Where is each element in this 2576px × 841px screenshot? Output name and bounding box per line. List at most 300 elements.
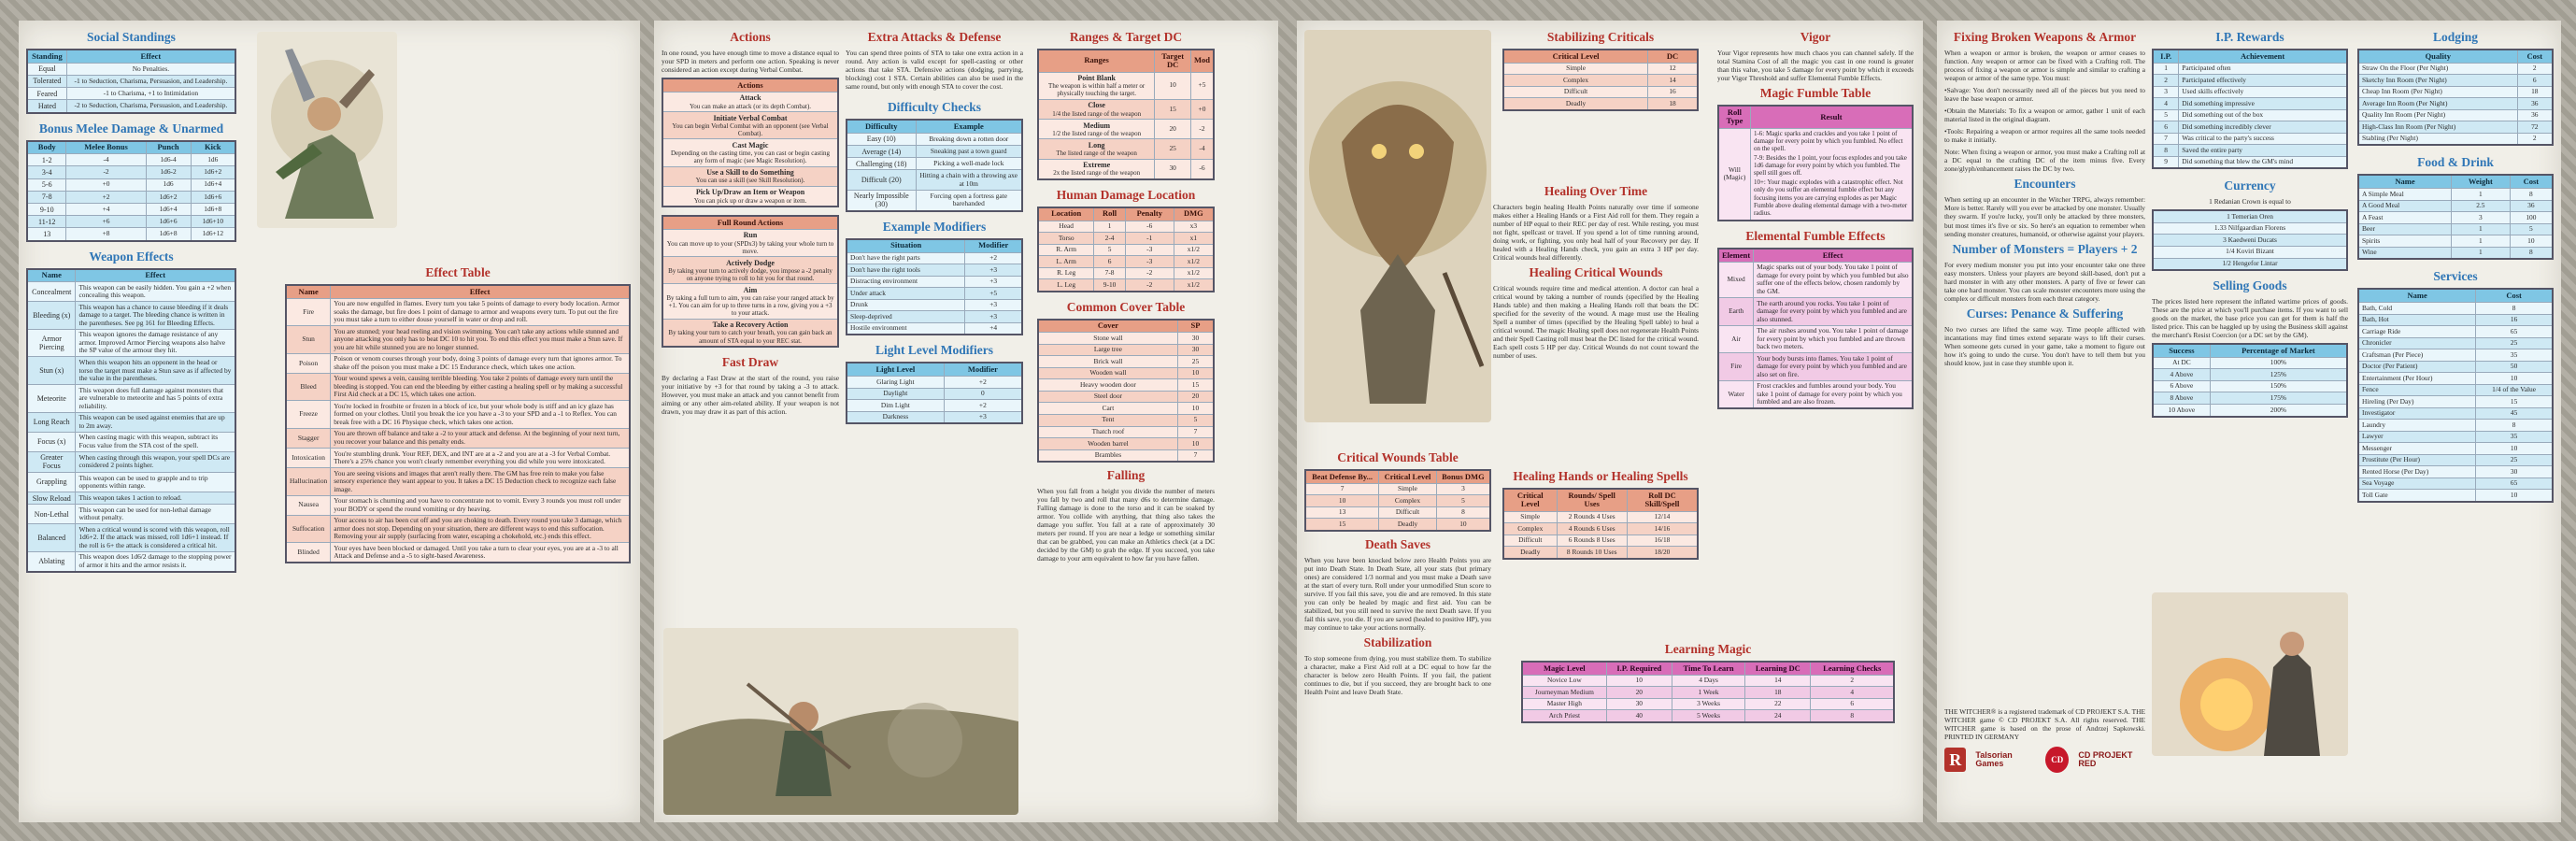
table-row: [1038, 391, 1214, 403]
range-name: Extreme: [1083, 161, 1111, 170]
table-cell: 14: [1648, 75, 1698, 87]
table-cell: -2 to Seduction, Charisma, Persuasion, and Leadership.: [66, 100, 235, 113]
cover-table: [1037, 319, 1215, 463]
table-row: [286, 298, 630, 326]
range-target-dc: 30: [1155, 159, 1191, 179]
table-cell: 8: [2510, 189, 2553, 201]
table-row: [27, 432, 235, 451]
table-row: [1038, 99, 1214, 119]
table-row: [27, 551, 235, 572]
fast-draw-title: Fast Draw: [721, 355, 779, 370]
item-desc: You can begin Verbal Combat with an opponent (see Verbal Combat).: [672, 121, 829, 137]
table-cell: Sleep-deprived: [847, 311, 965, 323]
table-row: [2358, 212, 2553, 224]
result-cell: [1750, 128, 1913, 221]
table-cell: The earth around you rocks. You take 1 point of damage for every point by which you fumbled and are also stunned.: [1754, 298, 1913, 326]
table-cell: 5-6: [27, 178, 66, 191]
header-row: [1038, 320, 1214, 333]
table-cell: 30: [2476, 466, 2553, 478]
table-cell: Novice Low: [1522, 675, 1606, 687]
table-row: [847, 170, 1022, 190]
death-saves-text: When you have been knocked below zero Health Points you are put into Death State. In Death State, all your stats (but primary ones) are considered 1/3 normal and you must make a Death save at the start of every turn. Roll under your unmodified Stun score to survive. If you fail this save, you die and are removed. In this state you can only be healed by magic and first aid. You can be stabilized, but you still need to survive the next Death save. If you fail this save, you die. If you are saved (healed to positive HP), you may continue to take your actions normally.: [1304, 555, 1491, 633]
table-cell: 4: [2153, 98, 2179, 110]
table-cell: 40: [1606, 710, 1672, 722]
death-saves-title: Death Saves: [1364, 536, 1431, 551]
table-title-header: Full Round Actions: [662, 216, 838, 229]
table-cell: Bath, Hot: [2358, 314, 2476, 326]
extra-attacks-title: Extra Attacks & Defense: [867, 30, 1002, 44]
fixing-para-3: •Obtain the Materials: To fix a weapon or armor, gather 1 unit of each material listed in the original diagram.: [1944, 107, 2145, 124]
header-row: [2358, 289, 2553, 302]
header-row: [1038, 50, 1214, 72]
table-row: [1718, 325, 1913, 353]
table-row: [286, 495, 630, 515]
item-desc: Depending on the casting time, you can cast or begin casting any form of magic (see Magic Resolution).: [670, 150, 831, 165]
table-row: [1038, 159, 1214, 179]
table-cell: Wooden wall: [1038, 367, 1177, 379]
table-cell: 10: [1436, 519, 1490, 531]
monsters-text: For every medium monster you put into your encounter take one three easy monsters. Unless your players are beyond skill-based, don't put a hard monster in with any other monsters. A party of five or fewer can take one hard monster. You can scale monster encounters more using the complex or difficult monsters from each threat category.: [1944, 260, 2145, 303]
range-mod: -2: [1190, 120, 1214, 139]
header-row: [1718, 106, 1913, 128]
table-cell: Your eyes have been blocked or damaged. Until you take a turn to clear your eyes, you are at a -3 to all Attack and Defense and a -5 to sight-based Awareness.: [331, 543, 630, 563]
table-cell: +3: [965, 276, 1022, 288]
table-cell: 16/18: [1627, 535, 1698, 547]
table-row: [27, 524, 235, 552]
table-cell: +4: [66, 204, 146, 216]
elemental-title: Elemental Fumble Effects: [1745, 229, 1886, 244]
table-row: [1522, 687, 1894, 699]
table-cell: Average (14): [847, 146, 916, 158]
table-row: [2358, 200, 2553, 212]
table-cell: Messenger: [2358, 443, 2476, 455]
table-cell: 15: [1177, 379, 1214, 392]
table-cell: This weapon ignores the damage resistance of any armor. Improved Armor Piercing weapons also halve the SP value of the armour they hit.: [76, 329, 235, 357]
table-cell: Earth: [1718, 298, 1754, 326]
cdpr-logo: CD: [2045, 747, 2069, 773]
range-desc: The listed range of the weapon: [1056, 149, 1137, 157]
range-name: Medium: [1083, 121, 1111, 130]
stab-crit-table: [1502, 49, 1699, 111]
table-cell: 14: [1745, 675, 1811, 687]
table-cell: 15: [1305, 519, 1379, 531]
column-header: Effect: [76, 269, 235, 282]
range-desc: 1/4 the listed range of the weapon: [1052, 109, 1142, 118]
table-row: [1038, 279, 1214, 292]
table-cell: 100: [2510, 212, 2553, 224]
table-cell: 10: [2476, 373, 2553, 385]
table-cell: 25: [2476, 337, 2553, 349]
table-cell: 2: [2517, 133, 2553, 145]
table-cell: Wine: [2358, 247, 2451, 259]
table-cell: Under attack: [847, 288, 965, 300]
table-row: [2358, 109, 2553, 121]
table-row: [2358, 454, 2553, 466]
table-cell: 1d6+6: [191, 191, 235, 203]
table-cell: 1d6+8: [191, 204, 235, 216]
table-row: [2358, 396, 2553, 408]
table-cell: Concealment: [27, 282, 76, 302]
table-row: [1038, 221, 1214, 233]
column-header: Achievement: [2179, 50, 2347, 63]
column-header: Name: [27, 269, 76, 282]
table-cell: Suffocation: [286, 515, 331, 543]
table-cell: [1038, 159, 1155, 179]
column-header: Critical Level: [1503, 489, 1557, 511]
column-header: Melee Bonus: [66, 141, 146, 154]
table-row: [847, 377, 1022, 389]
table-cell: 1: [2153, 63, 2179, 75]
table-cell: 10: [2510, 235, 2553, 248]
header-row: [2358, 50, 2553, 63]
table-row: [847, 252, 1022, 264]
table-row: [847, 311, 1022, 323]
table-row: [27, 63, 235, 75]
column-header: Bonus DMG: [1436, 470, 1490, 483]
table-cell: +8: [66, 228, 146, 241]
column-header: Effect: [66, 50, 235, 63]
table-cell: A Simple Meal: [2358, 189, 2451, 201]
ranges-table: [1037, 49, 1215, 180]
table-cell: 8: [2476, 303, 2553, 315]
column-header: Punch: [146, 141, 191, 154]
table-cell: 2: [1811, 675, 1894, 687]
table-row: [662, 139, 838, 166]
table-row: [1718, 298, 1913, 326]
table-cell: Fence: [2358, 384, 2476, 396]
table-row: [1038, 233, 1214, 245]
table-cell: Participated effectively: [2179, 75, 2347, 87]
table-cell: 8: [1811, 710, 1894, 722]
crit-table-title: Critical Wounds Table: [1337, 450, 1459, 464]
table-cell: Complex: [1503, 75, 1648, 87]
table-cell: Lawyer: [2358, 431, 2476, 443]
table-cell: This weapon can be easily hidden. You gain a +2 when concealing this weapon.: [76, 282, 235, 302]
table-row: [662, 257, 838, 284]
table-cell: 18: [2517, 86, 2553, 98]
hit-location-title: Human Damage Location: [1056, 187, 1196, 202]
table-row: [1038, 333, 1214, 345]
table-cell: 1d6+12: [191, 228, 235, 241]
table-row: [286, 428, 630, 448]
table-cell: Toll Gate: [2358, 490, 2476, 502]
healing-hands-title: Healing Hands or Healing Spells: [1513, 469, 1688, 483]
table-cell: 7: [1177, 426, 1214, 438]
table-cell: R. Arm: [1038, 244, 1094, 256]
table-cell: 1d6+4: [191, 178, 235, 191]
actions-intro: In one round, you have enough time to move a distance equal to your SPD in meters and perform one action. Speaking is never considered an action except during Verbal Combat.: [662, 49, 839, 75]
table-cell: Simple: [1503, 63, 1648, 75]
header-row: [847, 363, 1022, 376]
table-cell: Average Inn Room (Per Night): [2358, 98, 2517, 110]
column-header: Magic Level: [1522, 662, 1606, 675]
table-cell: Used skills effectively: [2179, 86, 2347, 98]
table-cell: 4 Days: [1672, 675, 1744, 687]
table-row: [2153, 75, 2347, 87]
table-row: [2358, 235, 2553, 248]
column-header: Critical Level: [1503, 50, 1648, 63]
table-cell: [662, 166, 838, 186]
table-cell: Hitting a chain with a throwing axe at 10m: [916, 170, 1022, 190]
table-cell: 35: [2476, 431, 2553, 443]
healing-hands-table: [1502, 488, 1699, 560]
table-cell: -3: [1125, 256, 1174, 268]
table-cell: Distracting environment: [847, 276, 965, 288]
table-cell: 2: [2153, 75, 2179, 87]
currency-table: [2152, 209, 2348, 271]
range-target-dc: 20: [1155, 120, 1191, 139]
table-cell: Complex: [1503, 523, 1557, 535]
weapon-effects-title: Weapon Effects: [89, 249, 174, 264]
table-row: [286, 543, 630, 563]
table-cell: Nearly Impossible (30): [847, 190, 916, 211]
table-cell: Equal: [27, 63, 66, 75]
table-row: [2358, 337, 2553, 349]
table-cell: 1 Week: [1672, 687, 1744, 699]
table-cell: Non-Lethal: [27, 505, 76, 524]
column-header: Critical Level: [1379, 470, 1437, 483]
table-row: [2358, 86, 2553, 98]
weapon-effects-table: [26, 268, 236, 573]
table-cell: Doctor (Per Patient): [2358, 361, 2476, 373]
light-title: Light Level Modifiers: [875, 343, 993, 358]
table-cell: 3 Weeks: [1672, 698, 1744, 710]
header-row: [1503, 50, 1698, 63]
table-cell: 10: [1177, 367, 1214, 379]
table-cell: No Penalties.: [66, 63, 235, 75]
table-cell: Blinded: [286, 543, 331, 563]
table-cell: Stone wall: [1038, 333, 1177, 345]
table-cell: Deadly: [1503, 98, 1648, 110]
ranges-title: Ranges & Target DC: [1069, 30, 1183, 44]
table-cell: Carriage Ride: [2358, 326, 2476, 338]
table-cell: Participated often: [2179, 63, 2347, 75]
table-cell: You are now engulfed in flames. Every turn you take 5 points of damage to every body location. Armor soaks the damage, but fire does 1 point of damage to armor and weapons every turn. To put out the fire you must take a turn to either douse yourself in water or drop and roll.: [331, 298, 630, 326]
item-title: Take a Recovery Action: [712, 321, 789, 330]
table-cell: 10: [1305, 495, 1379, 507]
table-row: [1038, 379, 1214, 392]
table-cell: 13: [1305, 506, 1379, 519]
table-row: [2358, 420, 2553, 432]
table-row: [2153, 109, 2347, 121]
table-cell: Freeze: [286, 401, 331, 429]
table-cell: 1d6-4: [146, 154, 191, 166]
currency-intro: 1 Redanian Crown is equal to: [2209, 197, 2291, 207]
column-header: Example: [916, 120, 1022, 133]
table-row: [2153, 357, 2347, 369]
table-cell: 1d6+2: [191, 166, 235, 178]
column-header: Cost: [2476, 289, 2553, 302]
table-row: [662, 229, 838, 256]
table-cell: R. Leg: [1038, 267, 1094, 279]
table-row: [1718, 128, 1913, 221]
table-cell: Rented Horse (Per Day): [2358, 466, 2476, 478]
table-row: [27, 154, 235, 166]
range-mod: -6: [1190, 159, 1214, 179]
table-row: [27, 302, 235, 330]
table-cell: Craftsman (Per Piece): [2358, 349, 2476, 362]
column-header: Roll: [1094, 207, 1125, 221]
item-title: Initiate Verbal Combat: [713, 113, 788, 122]
table-row: [847, 299, 1022, 311]
table-row: [2358, 326, 2553, 338]
table-cell: 5: [2153, 109, 2179, 121]
effect-table-title: Effect Table: [425, 265, 491, 279]
table-cell: 2.5: [2451, 200, 2510, 212]
table-cell: 2 Rounds 4 Uses: [1557, 511, 1627, 523]
table-row: [2153, 133, 2347, 145]
table-row: [662, 186, 838, 207]
table-cell: This weapon can be used for non-lethal damage without penalty.: [76, 505, 235, 524]
table-cell: Journeyman Medium: [1522, 687, 1606, 699]
melee-table: [26, 140, 236, 242]
table-row: [286, 515, 630, 543]
table-cell: Meteorite: [27, 385, 76, 413]
melee-title: Bonus Melee Damage & Unarmed: [38, 121, 224, 135]
table-row: [1305, 506, 1490, 519]
range-desc: The weapon is within half a meter or physically touching the target.: [1048, 82, 1146, 98]
table-cell: 1: [2451, 235, 2510, 248]
table-cell: Cheap Inn Room (Per Night): [2358, 86, 2517, 98]
item-title: Pick Up/Draw an Item or Weapon: [695, 188, 805, 197]
table-cell: Wooden barrel: [1038, 438, 1177, 450]
table-cell: 9: [2153, 156, 2179, 168]
table-row: [1718, 380, 1913, 408]
table-row: [1718, 353, 1913, 381]
table-row: [1305, 495, 1490, 507]
table-cell: 8: [2476, 420, 2553, 432]
header-row: [1038, 207, 1214, 221]
column-header: Effect: [1754, 249, 1913, 262]
table-cell: Magic sparks out of your body. You take 1 point of damage for every point by which you fumbled but also suffer one of the effects below, chosen randomly by the GM.: [1754, 262, 1913, 297]
table-row: [1503, 535, 1698, 547]
column-header: Location: [1038, 207, 1094, 221]
column-header: Success: [2153, 344, 2210, 357]
item-desc: You can use a skill (see Skill Resolution).: [695, 177, 805, 185]
table-row: [27, 178, 235, 191]
table-cell: 3: [1436, 483, 1490, 495]
table-cell: 7: [1305, 483, 1379, 495]
table-cell: 4 Rounds 6 Uses: [1557, 523, 1627, 535]
table-cell: When casting through this weapon, your spell DCs are considered 2 points higher.: [76, 451, 235, 472]
table-cell: Difficult (20): [847, 170, 916, 190]
table-row: [27, 282, 235, 302]
table-cell: x1/2: [1174, 279, 1214, 292]
table-cell: Drunk: [847, 299, 965, 311]
table-row: [2153, 98, 2347, 110]
table-cell: 2-4: [1094, 233, 1125, 245]
table-cell: Easy (10): [847, 133, 916, 145]
column-header: Roll DC Skill/Spell: [1627, 489, 1698, 511]
table-cell: 65: [2476, 326, 2553, 338]
table-cell: Difficult: [1379, 506, 1437, 519]
table-row: [1038, 438, 1214, 450]
table-cell: 5: [1436, 495, 1490, 507]
column-header: Standing: [27, 50, 66, 63]
column-header: DC: [1648, 50, 1698, 63]
table-row: [1503, 86, 1698, 98]
table-cell: Cart: [1038, 403, 1177, 415]
table-cell: Don't have the right parts: [847, 252, 965, 264]
table-cell: 9-10: [27, 204, 66, 216]
hit-location-table: [1037, 207, 1215, 292]
effect-table: [285, 284, 631, 563]
table-row: [286, 468, 630, 496]
table-row: [2358, 314, 2553, 326]
table-cell: Long Reach: [27, 412, 76, 432]
range-desc: 2x the listed range of the weapon: [1053, 169, 1141, 178]
table-row: [2358, 223, 2553, 235]
table-row: [27, 191, 235, 203]
table-cell: 20: [1606, 687, 1672, 699]
table-cell: [1038, 72, 1155, 99]
table-cell: 0: [944, 388, 1022, 400]
item-desc: You can make an attack (or its depth Combat).: [689, 102, 812, 110]
table-row: [2358, 303, 2553, 315]
table-cell: Beer: [2358, 223, 2451, 235]
healing-time-title: Healing Over Time: [1544, 184, 1648, 198]
table-cell: Air: [1718, 325, 1754, 353]
table-cell: You're stumbling drunk. Your REF, DEX, and INT are at a -2 and you are at a -3 for Verbal Combat. There's a 25% chance you won't clearly remember everything you did while you were intoxicated.: [331, 449, 630, 468]
table-cell: 2: [2517, 63, 2553, 75]
table-cell: 3: [2153, 86, 2179, 98]
table-cell: 1: [2451, 247, 2510, 259]
column-header: Mod: [1190, 50, 1214, 72]
table-cell: Investigator: [2358, 407, 2476, 420]
table-cell: -6: [1125, 221, 1174, 233]
column-header: Modifier: [965, 239, 1022, 252]
table-cell: -1: [1125, 233, 1174, 245]
table-cell: Hireling (Per Day): [2358, 396, 2476, 408]
table-cell: Complex: [1379, 495, 1437, 507]
table-cell: Hostile environment: [847, 322, 965, 335]
range-name: Point Blank: [1077, 74, 1116, 83]
item-desc: You can move up to your (SPDx3) by taking your whole turn to move.: [666, 239, 834, 255]
table-cell: 20: [1177, 391, 1214, 403]
table-cell: Your wound spews a vein, causing terrible bleeding. You take 2 points of damage every turn until the bleeding is stopped. You can end the bleeding by either casting a healing spell or by making a successful First Aid check at a DC 15, which takes one action.: [331, 373, 630, 401]
table-cell: x1/2: [1174, 267, 1214, 279]
table-cell: 1/4 Koviri Bizant: [2153, 246, 2347, 258]
table-cell: This weapon does 1d6/2 damage to the stopping power of armor it hits and the armor resists it.: [76, 551, 235, 572]
table-row: [2358, 63, 2553, 75]
table-row: [2153, 246, 2347, 258]
table-cell: 12/14: [1627, 511, 1698, 523]
table-cell: 125%: [2210, 369, 2347, 381]
table-cell: L. Leg: [1038, 279, 1094, 292]
column-header: Name: [2358, 289, 2476, 302]
header-row: [2153, 50, 2347, 63]
table-row: [2153, 235, 2347, 247]
table-cell: +3: [965, 264, 1022, 277]
table-cell: 1d6+8: [146, 228, 191, 241]
table-row: [662, 92, 838, 111]
table-row: [2358, 361, 2553, 373]
table-cell: Did something that blew the GM's mind: [2179, 156, 2347, 168]
table-cell: 10: [2476, 490, 2553, 502]
table-cell: Saved the entire party: [2179, 145, 2347, 157]
table-cell: 1 Temerian Oren: [2153, 210, 2347, 222]
table-cell: 10 Above: [2153, 405, 2210, 417]
table-cell: +0: [66, 178, 146, 191]
table-cell: Master High: [1522, 698, 1606, 710]
illustration-ambush: [663, 628, 1018, 815]
difficulty-title: Difficulty Checks: [887, 100, 982, 115]
table-cell: 7-8: [1094, 267, 1125, 279]
selling-table: [2152, 343, 2348, 417]
table-cell: Breaking down a rotten door: [916, 133, 1022, 145]
table-row: [662, 284, 838, 319]
table-row: [2153, 210, 2347, 222]
